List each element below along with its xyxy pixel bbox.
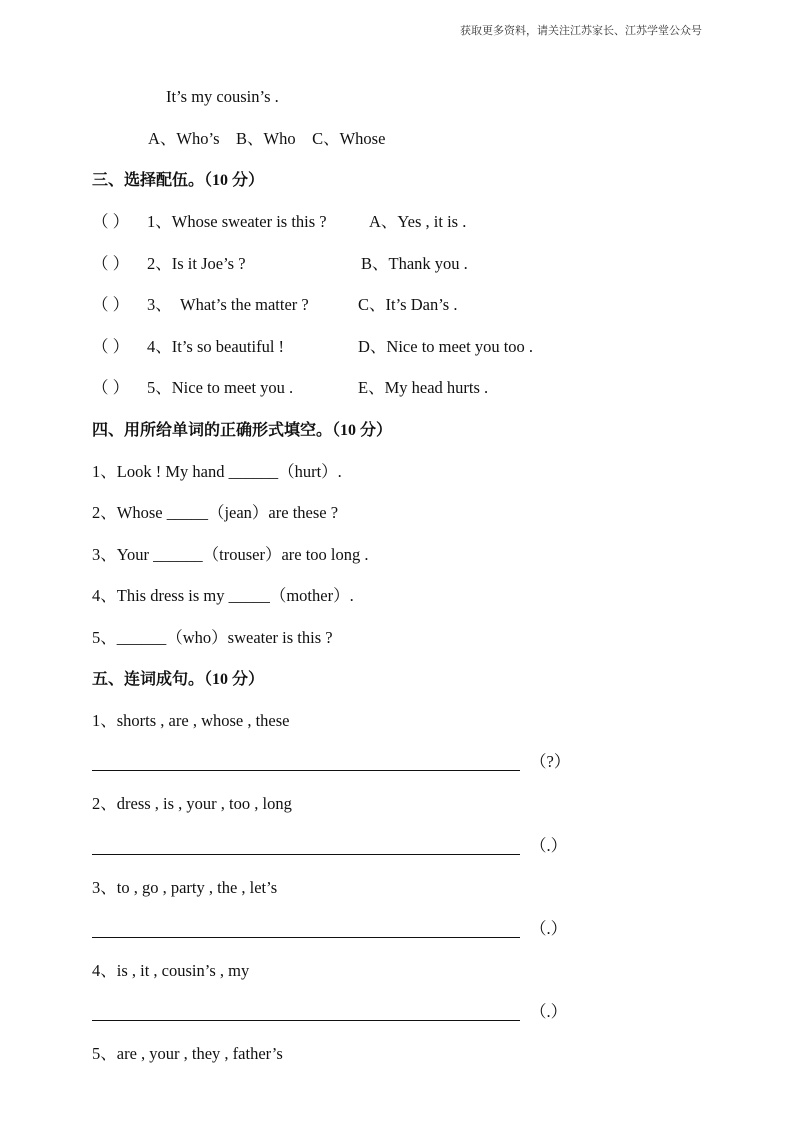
word-order-prompt: 1、shorts , are , whose , these — [92, 711, 290, 730]
matching-answer: A、Yes , it is . — [369, 212, 467, 231]
matching-question: 1、Whose sweater is this ? — [147, 212, 327, 231]
section-4-title: 四、用所给单词的正确形式填空。 — [92, 420, 333, 439]
answer-line[interactable] — [92, 770, 520, 771]
answer-blank[interactable]: （ ） — [92, 295, 130, 314]
fill-blank-item[interactable]: 2、Whose _____（jean）are these ? — [92, 503, 339, 522]
word-order-prompt: 3、to , go , party , the , let’s — [92, 878, 278, 897]
matching-row — [92, 337, 612, 357]
answer-blank[interactable]: （ ） — [92, 337, 130, 356]
matching-answer: B、Thank you . — [361, 254, 468, 273]
section-4-heading — [92, 420, 392, 441]
end-punctuation: （.） — [530, 1002, 568, 1021]
section-3-title: 三、选择配伍。 — [92, 170, 205, 189]
carryover-sentence: It’s my cousin’s . — [166, 87, 279, 106]
matching-question: 2、Is it Joe’s ? — [147, 254, 246, 273]
answer-blank[interactable]: （ ） — [92, 378, 130, 397]
section-3-points: （10 分） — [204, 172, 265, 189]
matching-row — [92, 378, 612, 398]
answer-blank[interactable]: （ ） — [92, 254, 130, 273]
end-punctuation: （.） — [530, 836, 568, 855]
matching-row — [92, 212, 612, 232]
answer-blank[interactable]: （ ） — [92, 212, 130, 231]
carryover-options: A、Who’s B、Who C、Whose — [148, 129, 386, 148]
word-order-prompt: 4、is , it , cousin’s , my — [92, 961, 250, 980]
matching-question: 5、Nice to meet you . — [147, 378, 294, 397]
matching-row — [92, 295, 612, 315]
section-5-heading — [92, 669, 264, 690]
fill-blank-item[interactable]: 5、______（who）sweater is this ? — [92, 628, 333, 647]
section-3-heading — [92, 170, 264, 191]
end-punctuation: （?） — [530, 752, 571, 771]
end-punctuation: （.） — [530, 919, 568, 938]
fill-blank-item[interactable]: 4、This dress is my _____（mother）. — [92, 586, 354, 605]
section-4-points: （10 分） — [332, 422, 393, 439]
word-order-prompt: 5、are , your , they , father’s — [92, 1044, 283, 1063]
matching-answer: D、Nice to meet you too . — [358, 337, 534, 356]
header-source-note: 获取更多资料，请关注江苏家长、江苏学堂公众号 — [460, 24, 702, 37]
answer-line[interactable] — [92, 937, 520, 938]
matching-question: 3、 What’s the matter ? — [147, 295, 309, 314]
fill-blank-item[interactable]: 3、Your ______（trouser）are too long . — [92, 545, 369, 564]
answer-line[interactable] — [92, 854, 520, 855]
matching-row — [92, 254, 612, 274]
section-5-points: （10 分） — [204, 671, 265, 688]
matching-answer: C、It’s Dan’s . — [358, 295, 458, 314]
matching-question: 4、It’s so beautiful ! — [147, 337, 285, 356]
fill-blank-item[interactable]: 1、Look ! My hand ______（hurt）. — [92, 462, 342, 481]
matching-answer: E、My head hurts . — [358, 378, 489, 397]
word-order-prompt: 2、dress , is , your , too , long — [92, 794, 292, 813]
section-5-title: 五、连词成句。 — [92, 669, 205, 688]
answer-line[interactable] — [92, 1020, 520, 1021]
